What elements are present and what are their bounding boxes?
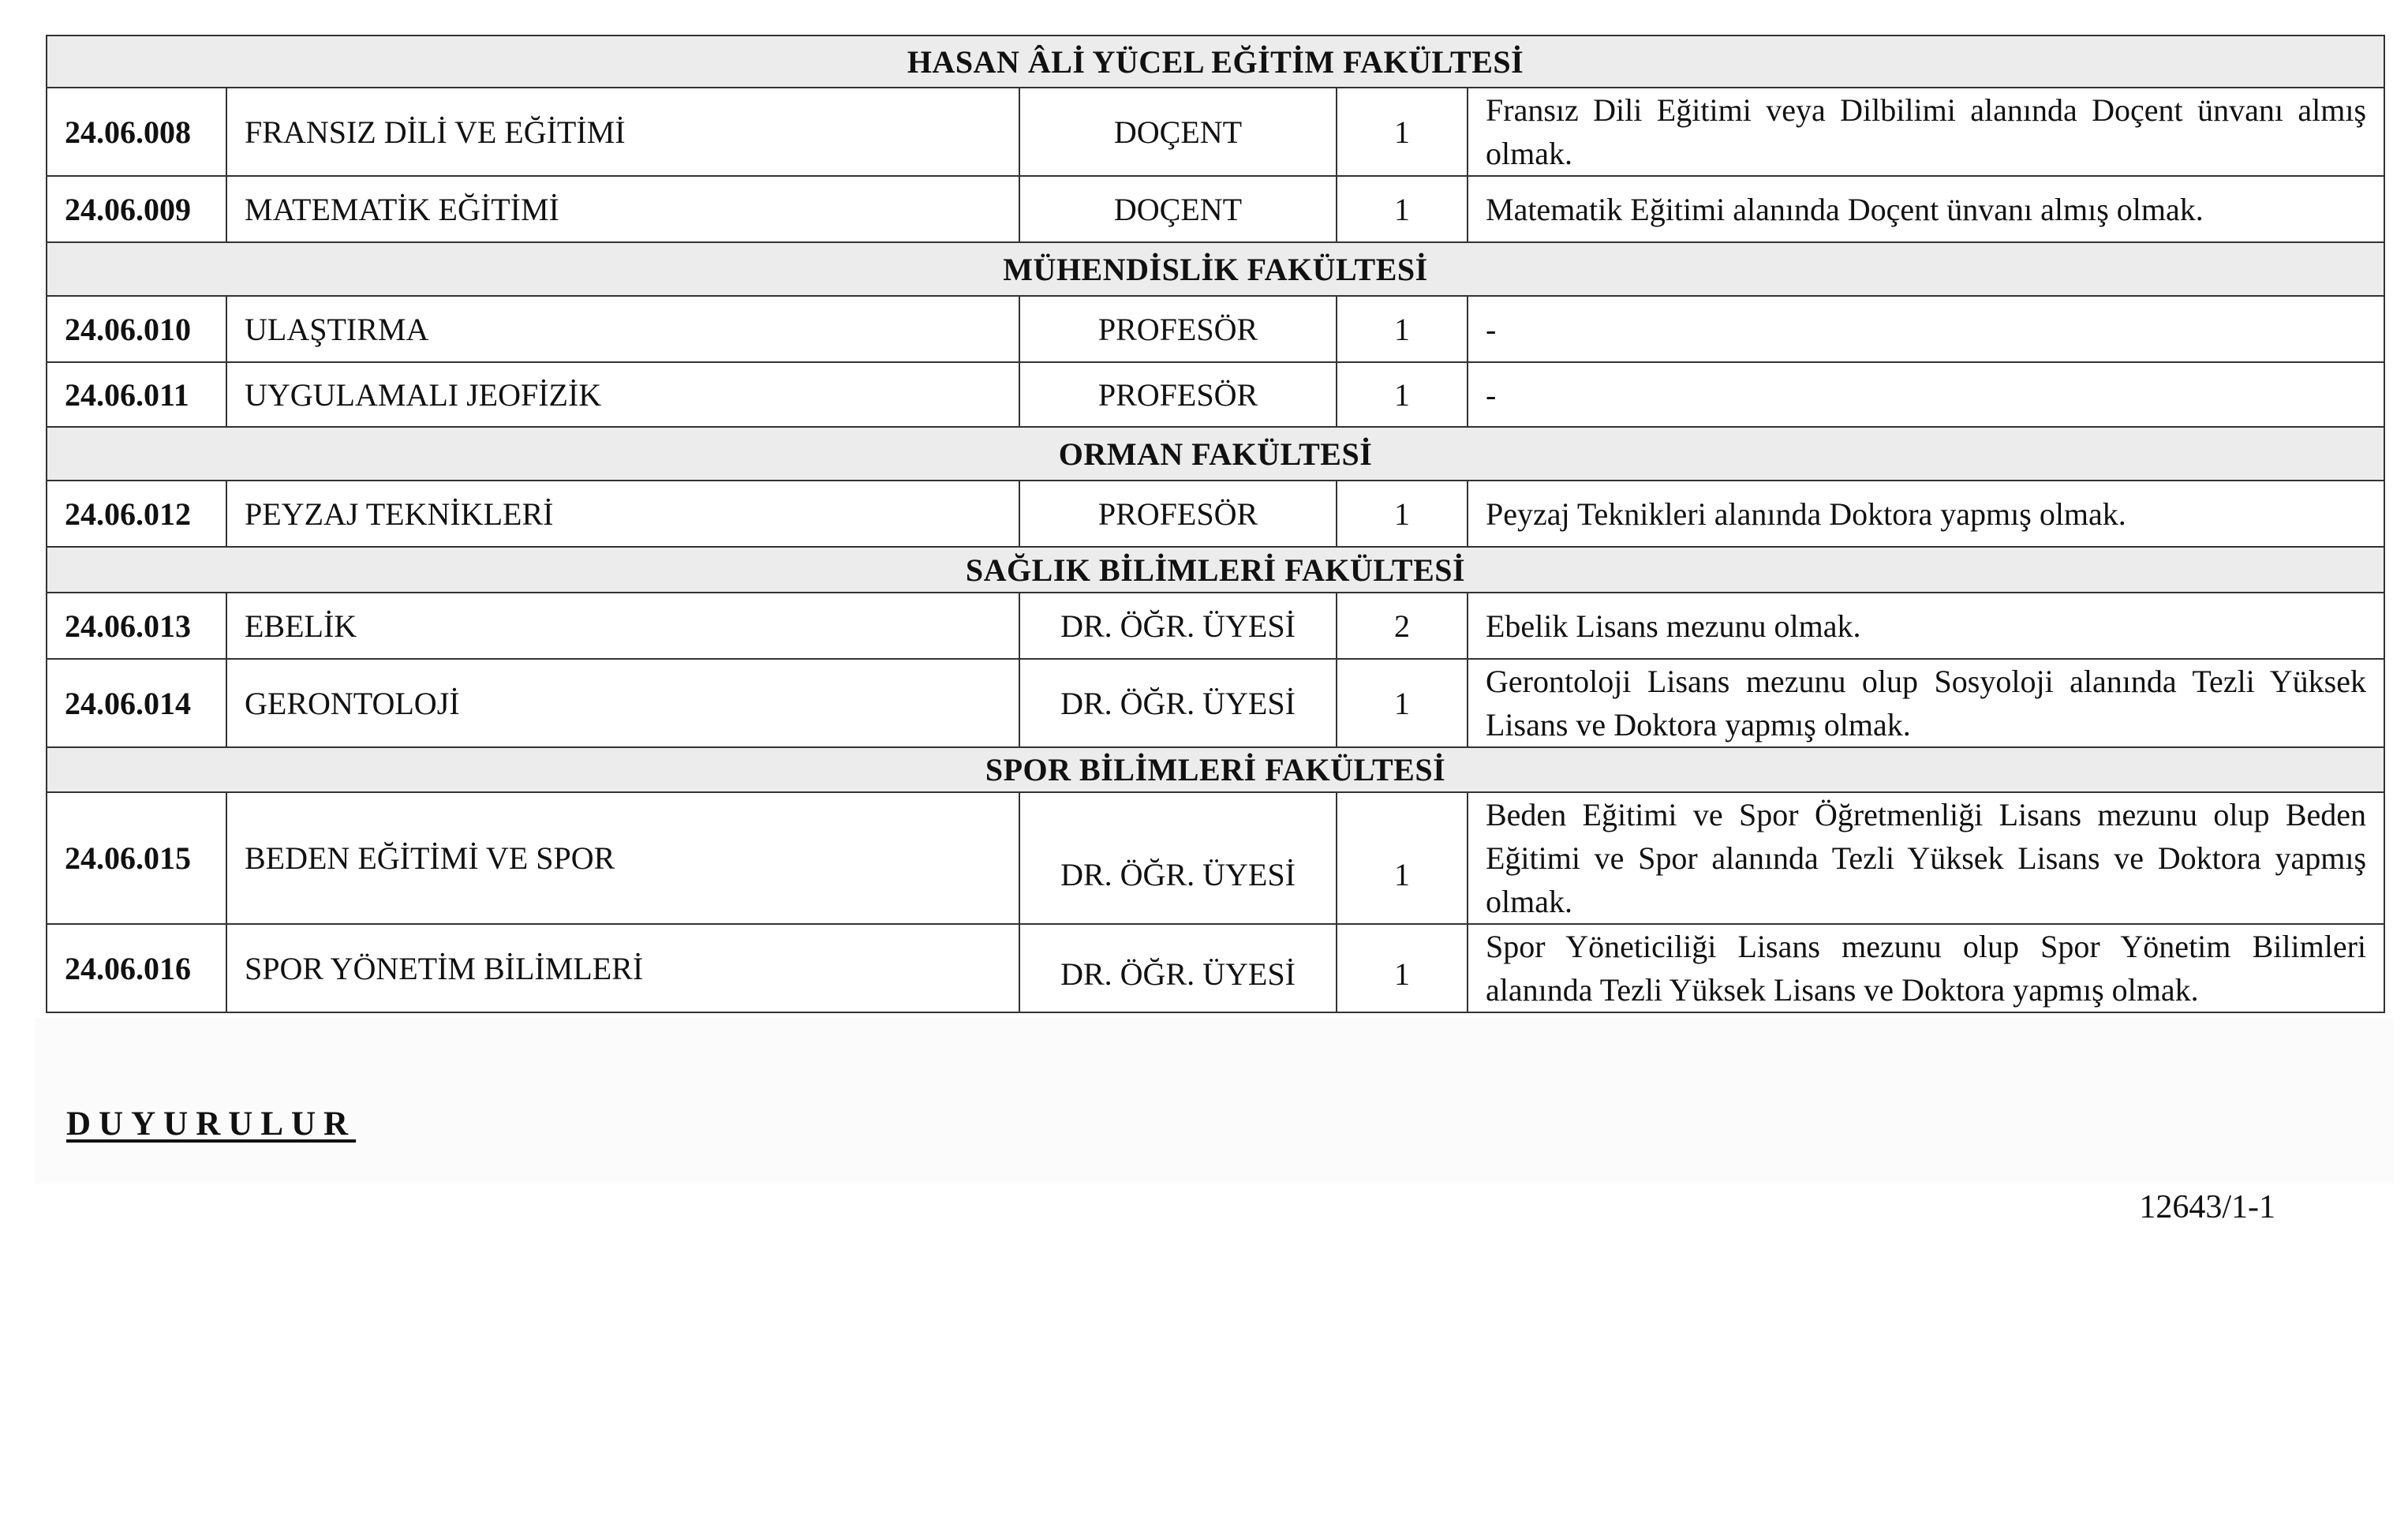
position-count: 1 <box>1337 924 1468 1012</box>
faculty-header-row <box>47 747 2384 792</box>
position-count: 1 <box>1337 176 1468 242</box>
requirement-text: Matematik Eğitimi alanında Doçent ünvanı almış olmak. <box>1468 176 2384 242</box>
position-count: 2 <box>1337 593 1468 659</box>
faculty-header-row <box>47 242 2384 296</box>
table-row <box>47 792 2384 924</box>
faculty-name: HASAN ÂLİ YÜCEL EĞİTİM FAKÜLTESİ <box>47 36 2384 88</box>
faculty-name: MÜHENDİSLİK FAKÜLTESİ <box>47 242 2384 296</box>
position-count: 1 <box>1337 296 1468 362</box>
department-name: FRANSIZ DİLİ VE EĞİTİMİ <box>226 88 1019 176</box>
table-row <box>47 176 2384 242</box>
table-row <box>47 924 2384 1012</box>
requirement-text: Ebelik Lisans mezunu olmak. <box>1468 593 2384 659</box>
position-count: 1 <box>1337 659 1468 747</box>
faculty-name: ORMAN FAKÜLTESİ <box>47 427 2384 481</box>
position-code: 24.06.008 <box>47 88 226 176</box>
department-name: MATEMATİK EĞİTİMİ <box>226 176 1019 242</box>
academic-title: DR. ÖĞR. ÜYESİ <box>1019 792 1337 924</box>
table-row <box>47 362 2384 427</box>
department-name: UYGULAMALI JEOFİZİK <box>226 362 1019 427</box>
position-count: 1 <box>1337 362 1468 427</box>
requirement-text: Gerontoloji Lisans mezunu olup Sosyoloji alanında Tezli Yüksek Lisans ve Doktora yapmış olmak. <box>1468 659 2384 747</box>
faculty-header-row <box>47 427 2384 481</box>
academic-title: PROFESÖR <box>1019 362 1337 427</box>
footer-background <box>35 1018 2394 1184</box>
department-name: PEYZAJ TEKNİKLERİ <box>226 481 1019 547</box>
requirement-text: Peyzaj Teknikleri alanında Doktora yapmış olmak. <box>1468 481 2384 547</box>
academic-title: DR. ÖĞR. ÜYESİ <box>1019 924 1337 1012</box>
department-name: ULAŞTIRMA <box>226 296 1019 362</box>
faculty-name: SPOR BİLİMLERİ FAKÜLTESİ <box>47 747 2384 792</box>
table-row <box>47 481 2384 547</box>
position-count: 1 <box>1337 792 1468 924</box>
academic-title: DR. ÖĞR. ÜYESİ <box>1019 659 1337 747</box>
position-code: 24.06.011 <box>47 362 226 427</box>
position-code: 24.06.015 <box>47 792 226 924</box>
faculty-header-row <box>47 36 2384 88</box>
position-code: 24.06.009 <box>47 176 226 242</box>
academic-title: PROFESÖR <box>1019 296 1337 362</box>
position-code: 24.06.014 <box>47 659 226 747</box>
faculty-header-row <box>47 547 2384 593</box>
department-name: GERONTOLOJİ <box>226 659 1019 747</box>
document-number: 12643/1-1 <box>2139 1189 2275 1225</box>
position-count: 1 <box>1337 88 1468 176</box>
position-code: 24.06.013 <box>47 593 226 659</box>
announcement-text: DUYURULUR <box>66 1105 357 1143</box>
requirement-text: Fransız Dili Eğitimi veya Dilbilimi alanında Doçent ünvanı almış olmak. <box>1468 88 2384 176</box>
department-name: EBELİK <box>226 593 1019 659</box>
requirement-text: Beden Eğitimi ve Spor Öğretmenliği Lisans mezunu olup Beden Eğitimi ve Spor alanında Tezli Yüksek Lisans ve Doktora yapmış olmak. <box>1468 792 2384 924</box>
position-code: 24.06.012 <box>47 481 226 547</box>
position-count: 1 <box>1337 481 1468 547</box>
table-row <box>47 593 2384 659</box>
position-code: 24.06.016 <box>47 924 226 1012</box>
academic-title: DOÇENT <box>1019 88 1337 176</box>
academic-title: DR. ÖĞR. ÜYESİ <box>1019 593 1337 659</box>
table-row <box>47 659 2384 747</box>
requirement-text: Spor Yöneticiliği Lisans mezunu olup Spor Yönetim Bilimleri alanında Tezli Yüksek Lisans ve Doktora yapmış olmak. <box>1468 924 2384 1012</box>
faculty-name: SAĞLIK BİLİMLERİ FAKÜLTESİ <box>47 547 2384 593</box>
department-name: BEDEN EĞİTİMİ VE SPOR <box>226 792 1019 924</box>
requirement-text: - <box>1468 296 2384 362</box>
academic-title: DOÇENT <box>1019 176 1337 242</box>
faculty-positions-table <box>46 35 2385 1013</box>
table-row <box>47 296 2384 362</box>
position-code: 24.06.010 <box>47 296 226 362</box>
department-name: SPOR YÖNETİM BİLİMLERİ <box>226 924 1019 1012</box>
requirement-text: - <box>1468 362 2384 427</box>
academic-title: PROFESÖR <box>1019 481 1337 547</box>
table-row <box>47 88 2384 176</box>
